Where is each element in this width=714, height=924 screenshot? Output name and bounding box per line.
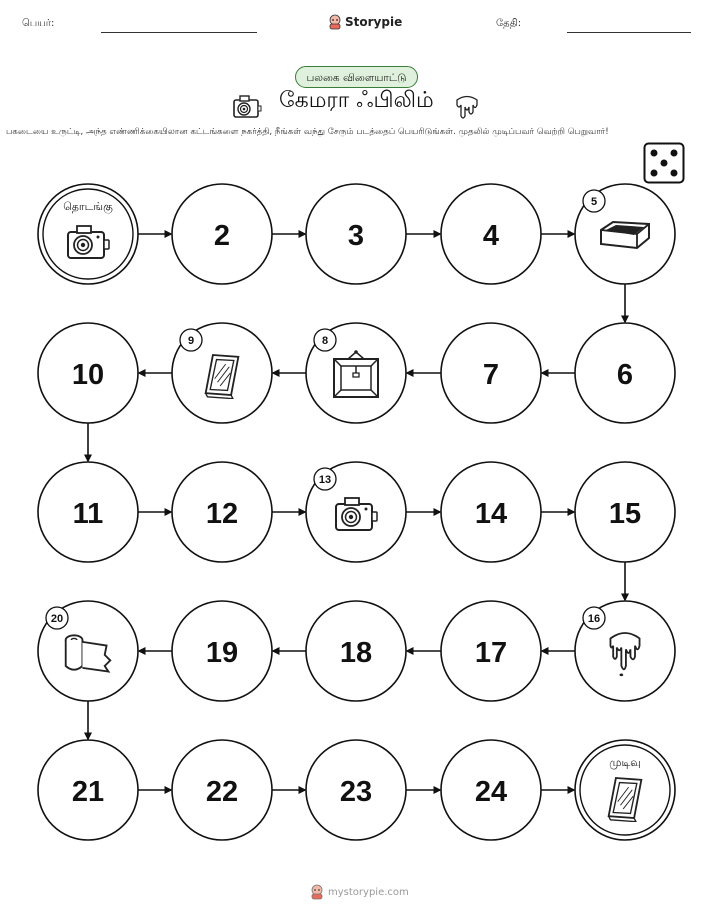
board-square-15	[575, 462, 675, 562]
square-number: 8	[321, 335, 329, 347]
square-number: 18	[339, 637, 373, 669]
board-square-9	[172, 323, 272, 423]
board-square-22	[172, 740, 272, 840]
board-square-21	[38, 740, 138, 840]
finish-square	[575, 740, 675, 840]
board-square-12	[172, 462, 272, 562]
square-number: 11	[72, 498, 104, 530]
name-label: பெயர்:	[22, 18, 55, 29]
square-number: 13	[318, 474, 332, 486]
square-number: 19	[205, 637, 239, 669]
square-number: 9	[187, 335, 195, 347]
square-number: 2	[213, 220, 231, 252]
brand-name: Storypie	[345, 15, 403, 29]
category-badge: பலகை விளையாட்டு	[295, 66, 418, 88]
square-number: 6	[616, 359, 634, 391]
square-number: 22	[205, 776, 239, 808]
board-square-24	[441, 740, 541, 840]
footer-url[interactable]: mystorypie.com	[328, 886, 409, 898]
storypie-mascot-icon	[310, 884, 324, 900]
board-square-2	[172, 184, 272, 284]
board-square-8	[306, 323, 406, 423]
square-number: 7	[482, 359, 500, 391]
square-number: 23	[339, 776, 373, 808]
square-number: 17	[474, 637, 508, 669]
board-square-3	[306, 184, 406, 284]
instructions-text: பகடையை உருட்டி, அந்த எண்ணிக்கையிலான கட்டங்களை நகர்த்தி, நீங்கள் வந்து சேரும் படத்தைப் பெயரிடுங்கள். முதலில் முடிப்பவர் வெற்றி பெறுவார்!	[6, 127, 609, 137]
board-square-16	[575, 601, 675, 701]
square-number: 5	[590, 196, 598, 208]
board-square-17	[441, 601, 541, 701]
square-number: 12	[205, 498, 239, 530]
board-square-6	[575, 323, 675, 423]
board-square-19	[172, 601, 272, 701]
square-number: 4	[482, 220, 500, 252]
square-number: 15	[608, 498, 642, 530]
board-square-10	[38, 323, 138, 423]
board-square-13	[306, 462, 406, 562]
board-square-11	[38, 462, 138, 562]
start-square	[38, 184, 138, 284]
finish-label: முடிவு	[609, 756, 641, 769]
developing-tray-icon	[601, 222, 649, 248]
start-label: தொடங்கு	[63, 200, 113, 213]
board-square-14	[441, 462, 541, 562]
square-number: 16	[587, 613, 601, 625]
board-square-7	[441, 323, 541, 423]
square-number: 24	[474, 776, 508, 808]
square-number: 20	[50, 613, 64, 625]
board-square-4	[441, 184, 541, 284]
square-number: 14	[474, 498, 508, 530]
square-number: 3	[347, 220, 365, 252]
board-square-5	[575, 184, 675, 284]
square-number: 10	[71, 359, 105, 391]
square-number: 21	[71, 776, 105, 808]
page-title: கேமரா ஃபிலிம்	[279, 88, 434, 113]
board-square-20	[38, 601, 138, 701]
board-square-18	[306, 601, 406, 701]
date-label: தேதி:	[496, 18, 522, 29]
footer	[310, 884, 409, 900]
board-square-23	[306, 740, 406, 840]
